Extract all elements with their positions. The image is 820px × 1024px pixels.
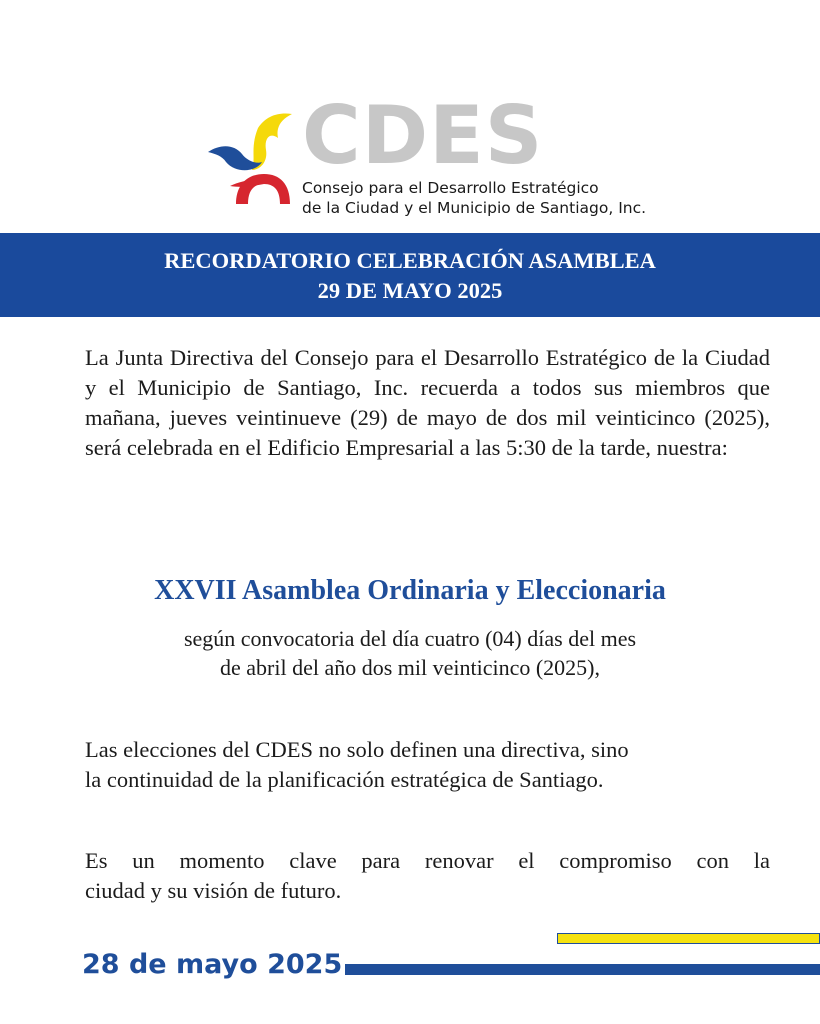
blue-accent-bar [345,964,820,975]
commitment-line2: ciudad y su visión de futuro. [85,878,342,903]
elections-line1: Las elecciones del CDES no solo definen una directiva, sino [85,737,629,762]
assembly-subtitle-line1: según convocatoria del día cuatro (04) días del mes [183,626,637,651]
assembly-subtitle-line2: de abril del año dos mil veinticinco (2025), [219,655,600,680]
logo-subtitle-line2: de la Ciudad y el Municipio de Santiago, Inc. [302,199,647,217]
logo-subtitle [302,178,646,218]
elections-line2: la continuidad de la planificación estratégica de Santiago. [85,767,604,792]
logo-subtitle-line1: Consejo para el Desarrollo Estratégico [302,179,599,197]
title-banner [0,233,820,317]
logo-wordmark: CDES [302,89,544,182]
commitment-line1: Es un momento clave para renovar el compromiso con la [85,848,770,873]
yellow-accent-bar [557,933,820,944]
assembly-title: XXVII Asamblea Ordinaria y Eleccionaria [154,575,666,606]
commitment-paragraph [85,846,770,906]
cdes-logo-icon [206,110,296,215]
elections-paragraph [85,735,770,795]
banner-title: RECORDATORIO CELEBRACIÓN ASAMBLEA [164,248,656,273]
intro-paragraph: La Junta Directiva del Consejo para el Desarrollo Estratégico de la Ciudad y el Municipio de Santiago, Inc. recuerda a todos sus miembros que mañana, jueves veintinueve (29) de mayo de dos mil veinticinco (2025), será celebrada en el Edificio Empresarial a las 5:30 de la tarde, nuestra: [85,345,770,460]
footer-date: 28 de mayo 2025 [82,949,343,980]
assembly-subtitle [0,624,820,682]
banner-date: 29 DE MAYO 2025 [317,278,503,303]
